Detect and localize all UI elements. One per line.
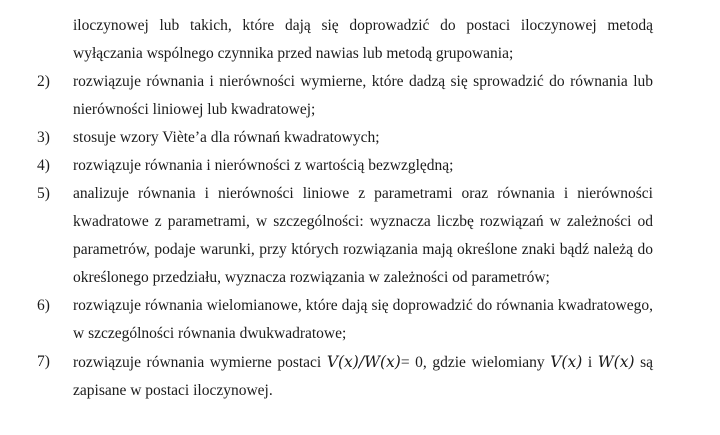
item-number: 5) [37, 185, 50, 202]
paragraph-continuation [0, 12, 653, 68]
item-number: 2) [37, 73, 50, 90]
math-expression: V(x)/W(x) [326, 353, 401, 371]
math-expression: W(x) [597, 353, 635, 371]
list-item-5 [0, 180, 653, 292]
item-text: rozwiązuje równania i nierówności wymierne, które dadzą się sprowadzić do równania lub nierówności liniowej lub kwadratowej; [73, 73, 653, 118]
item-text: rozwiązuje równania wielomianowe, które dają się doprowadzić do równania kwadratowego, w szczególności równania dwukwadratowe; [73, 297, 653, 342]
item-number: 6) [37, 297, 50, 314]
item-text-run: są zapisane w postaci iloczynowej. [73, 354, 653, 399]
item-text-run: = 0, gdzie wielomiany [400, 354, 551, 371]
list-item-6 [0, 292, 653, 348]
item-text [73, 348, 653, 405]
list-item-4 [0, 152, 653, 180]
item-text: analizuje równania i nierówności liniowe z parametrami oraz równania i nierówności kwadratowe z parametrami, w szczególności: wyznacza liczbę rozwiązań w zależności od parametrów, podaje warunki, przy których rozwiązania mają określone znaki bądź należą do określonego przedziału, wyznacza rozwiązania w zależności od parametrów; [73, 185, 653, 286]
item-text-run: rozwiązuje równania wymierne postaci [73, 354, 327, 371]
list-item-3 [0, 124, 653, 152]
list-item-7 [0, 348, 653, 405]
item-number: 3) [37, 129, 50, 146]
list-item-2 [0, 68, 653, 124]
item-text-run: i [582, 354, 598, 371]
item-text: stosuje wzory Viète’a dla równań kwadratowych; [73, 129, 380, 146]
text-block [0, 12, 653, 405]
item-number: 4) [37, 157, 50, 174]
math-expression: V(x) [550, 353, 583, 371]
paragraph-continuation-text: iloczynowej lub takich, które dają się doprowadzić do postaci iloczynowej metodą wyłączania wspólnego czynnika przed nawias lub metodą grupowania; [73, 17, 653, 62]
item-text: rozwiązuje równania i nierówności z wartością bezwzględną; [73, 157, 454, 174]
item-number: 7) [37, 353, 50, 370]
